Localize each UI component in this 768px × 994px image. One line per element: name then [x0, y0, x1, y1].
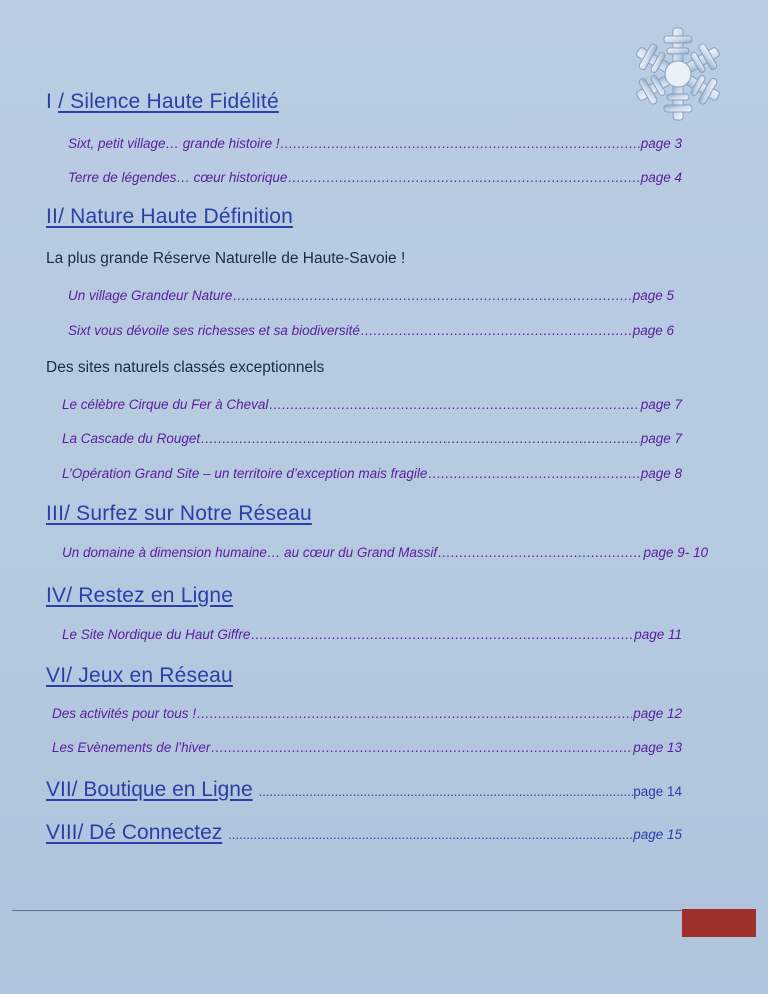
toc-entry[interactable]: La Cascade du Rouget ..... page 7: [62, 431, 682, 446]
toc-entry-boutique[interactable]: VII/ Boutique en Ligne ..... page 14: [46, 778, 682, 802]
toc-entry-deconnectez[interactable]: VIII/ Dé Connectez ..... page 15: [46, 821, 682, 845]
toc-entry[interactable]: Le Site Nordique du Haut Giffre ..... page 11: [62, 627, 682, 642]
toc-entry[interactable]: Sixt vous dévoile ses richesses et sa biodiversité ..... page 6: [68, 323, 674, 338]
toc-entry[interactable]: Des activités pour tous ! ..... page 12: [52, 706, 682, 721]
toc-entry[interactable]: Sixt, petit village… grande histoire ! ..... page 3: [68, 136, 682, 151]
toc-entry[interactable]: Terre de légendes… cœur historique ..... page 4: [68, 170, 682, 185]
section-heading-3: III/ Surfez sur Notre Réseau: [46, 502, 312, 525]
section-heading-4: IV/ Restez en Ligne: [46, 584, 234, 607]
toc-entry[interactable]: Les Evènements de l’hiver ..... page 13: [52, 740, 682, 755]
footer-accent-block: [682, 909, 756, 937]
section-heading-6: VI/ Jeux en Réseau: [46, 664, 233, 687]
subheading: La plus grande Réserve Naturelle de Haute-Savoie !: [46, 250, 406, 267]
footer-rule: [12, 910, 685, 911]
toc-entry[interactable]: Le célèbre Cirque du Fer à Cheval ..... page 7: [62, 397, 682, 412]
snowflake-icon: [628, 22, 728, 126]
toc-entry[interactable]: L’Opération Grand Site – un territoire d’exception mais fragile ..... page 8: [62, 466, 682, 481]
section-heading-2: II/ Nature Haute Définition: [46, 205, 294, 228]
toc-entry[interactable]: Un village Grandeur Nature ..... page 5: [68, 288, 674, 303]
subheading: Des sites naturels classés exceptionnels: [46, 359, 325, 376]
toc-entry[interactable]: Un domaine à dimension humaine… au cœur du Grand Massif ..... page 9- 10: [62, 545, 708, 560]
section-heading-1: I / Silence Haute Fidélité: [46, 90, 279, 113]
